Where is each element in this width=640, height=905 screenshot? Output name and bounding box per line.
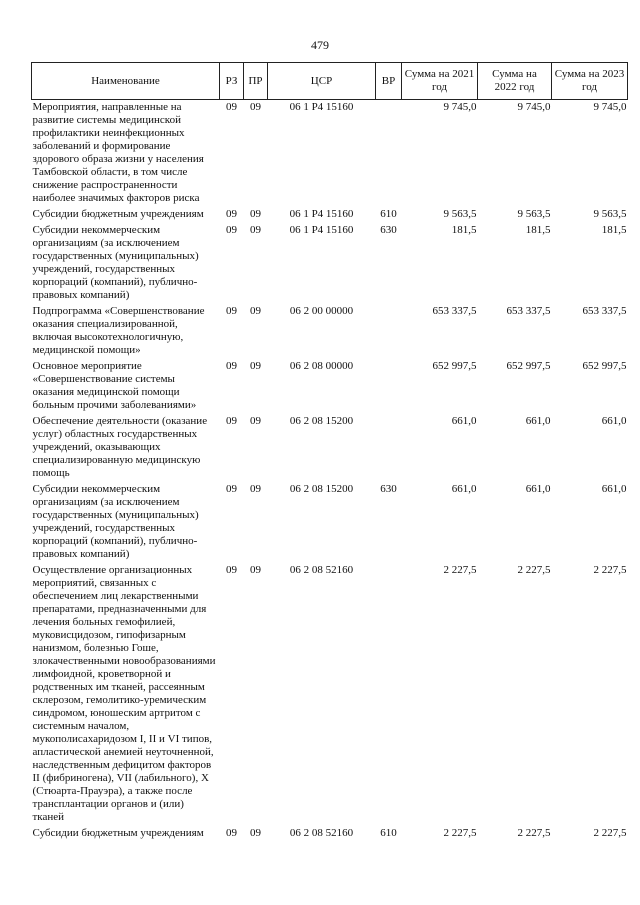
row-vr: 610 — [380, 208, 397, 220]
row-sum-2022: 9 563,5 — [517, 208, 551, 220]
row-pr: 09 — [250, 101, 261, 113]
table-header-row — [32, 63, 628, 100]
row-sum-2021: 661,0 — [451, 483, 477, 495]
row-sum-2021: 661,0 — [451, 415, 477, 427]
row-sum-2021: 652 997,5 — [432, 360, 477, 372]
row-sum-2023: 9 745,0 — [593, 101, 627, 113]
row-sum-2021: 653 337,5 — [432, 305, 477, 317]
row-sum-2021: 2 227,5 — [443, 827, 477, 839]
header-csr: ЦСР — [268, 63, 376, 100]
row-sum-2023: 661,0 — [601, 483, 627, 495]
row-sum-2023: 2 227,5 — [593, 827, 627, 839]
row-sum-2021: 9 745,0 — [443, 101, 477, 113]
row-sum-2023: 9 563,5 — [593, 208, 627, 220]
row-pr: 09 — [250, 483, 261, 495]
row-csr: 06 1 Р4 15160 — [289, 224, 354, 236]
row-vr — [376, 414, 402, 482]
row-csr: 06 2 08 15200 — [289, 415, 354, 427]
row-rz: 09 — [226, 415, 237, 427]
row-sum-2021: 2 227,5 — [443, 564, 477, 576]
row-csr: 06 2 08 52160 — [289, 564, 354, 576]
row-csr: 06 2 08 52160 — [289, 827, 354, 839]
row-sum-2022: 2 227,5 — [517, 564, 551, 576]
row-sum-2022: 661,0 — [525, 415, 551, 427]
header-pr: ПР — [244, 63, 268, 100]
row-name: Обеспечение деятельности (оказание услуг) областных государственных учреждений, оказывающих специализированную медицинскую помощь — [32, 415, 208, 479]
table-row — [32, 359, 628, 414]
header-sum-2023: Сумма на 2023 год — [552, 63, 628, 100]
row-csr: 06 1 Р4 15160 — [289, 101, 354, 113]
row-rz: 09 — [226, 208, 237, 220]
table-row — [32, 414, 628, 482]
row-sum-2023: 181,5 — [601, 224, 627, 236]
row-sum-2022: 652 997,5 — [506, 360, 551, 372]
row-pr: 09 — [250, 827, 261, 839]
row-name: Подпрограмма «Совершенствование оказания специализированной, включая высокотехнологичную, медицинской помощи» — [32, 305, 205, 356]
row-sum-2022: 9 745,0 — [517, 101, 551, 113]
row-sum-2023: 661,0 — [601, 415, 627, 427]
row-pr: 09 — [250, 305, 261, 317]
table-row — [32, 563, 628, 826]
table-row — [32, 207, 628, 223]
row-rz: 09 — [226, 360, 237, 372]
header-rz: РЗ — [220, 63, 244, 100]
row-pr: 09 — [250, 564, 261, 576]
row-vr: 630 — [380, 224, 397, 236]
row-vr — [376, 304, 402, 359]
row-vr — [376, 100, 402, 208]
row-vr: 610 — [380, 827, 397, 839]
header-vr: ВР — [376, 63, 402, 100]
row-rz: 09 — [226, 483, 237, 495]
header-sum-2021: Сумма на 2021 год — [402, 63, 478, 100]
row-sum-2021: 181,5 — [451, 224, 477, 236]
row-sum-2023: 652 997,5 — [582, 360, 627, 372]
row-rz: 09 — [226, 564, 237, 576]
header-sum-2022: Сумма на 2022 год — [478, 63, 552, 100]
row-pr: 09 — [250, 360, 261, 372]
row-rz: 09 — [226, 305, 237, 317]
row-name: Субсидии бюджетным учреждениям — [32, 208, 204, 220]
row-name: Мероприятия, направленные на развитие системы медицинской профилактики неинфекционных заболеваний и формирование здорового образа жизни у населения Тамбовской области, в том числе снижение распространенности наиболее значимых факторов риска — [32, 101, 204, 204]
row-csr: 06 1 Р4 15160 — [289, 208, 354, 220]
table-row — [32, 826, 628, 842]
table-row — [32, 223, 628, 304]
row-name: Субсидии некоммерческим организациям (за исключением государственных (муниципальных) учреждений, государственных корпораций (компаний), публично-правовых компаний) — [32, 224, 199, 301]
row-name: Осуществление организационных мероприятий, связанных с обеспечением лиц лекарственными препаратами, предназначенными для лечения больных гемофилией, муковисцидозом, гипофизарным нанизмом, болезнью Гоше, злокачественными новообразованиями лимфоидной, кроветворной и родственных им тканей, рассеянным склерозом, гемолитико-уремическим синдромом, юношеским артритом с системным началом, мукополисахаридозом I, II и VI типов, апластической анемией неуточненной, наследственным дефицитом факторов II (фибриногена), VII (лабильного), X (Стюарта-Прауэра), а также после трансплантации органов и (или) тканей — [32, 564, 216, 823]
row-vr — [376, 359, 402, 414]
row-sum-2022: 661,0 — [525, 483, 551, 495]
row-name: Основное мероприятие «Совершенствование системы оказания медицинской помощи больным прочими заболеваниями» — [32, 360, 197, 411]
row-sum-2021: 9 563,5 — [443, 208, 477, 220]
row-name: Субсидии некоммерческим организациям (за исключением государственных (муниципальных) учреждений, государственных корпораций (компаний), публично-правовых компаний) — [32, 483, 199, 560]
row-pr: 09 — [250, 415, 261, 427]
header-name: Наименование — [32, 63, 220, 100]
budget-table — [31, 62, 628, 842]
page-number: 479 — [311, 38, 329, 52]
row-sum-2022: 2 227,5 — [517, 827, 551, 839]
table-row — [32, 304, 628, 359]
row-csr: 06 2 08 15200 — [289, 483, 354, 495]
row-rz: 09 — [226, 224, 237, 236]
row-vr — [376, 563, 402, 826]
row-sum-2022: 181,5 — [525, 224, 551, 236]
row-vr: 630 — [380, 483, 397, 495]
row-pr: 09 — [250, 224, 261, 236]
row-csr: 06 2 00 00000 — [289, 305, 354, 317]
row-csr: 06 2 08 00000 — [289, 360, 354, 372]
table-row — [32, 482, 628, 563]
row-name: Субсидии бюджетным учреждениям — [32, 827, 204, 839]
row-sum-2023: 653 337,5 — [582, 305, 627, 317]
row-pr: 09 — [250, 208, 261, 220]
table-row — [32, 100, 628, 208]
row-sum-2022: 653 337,5 — [506, 305, 551, 317]
row-rz: 09 — [226, 827, 237, 839]
row-sum-2023: 2 227,5 — [593, 564, 627, 576]
row-rz: 09 — [226, 101, 237, 113]
